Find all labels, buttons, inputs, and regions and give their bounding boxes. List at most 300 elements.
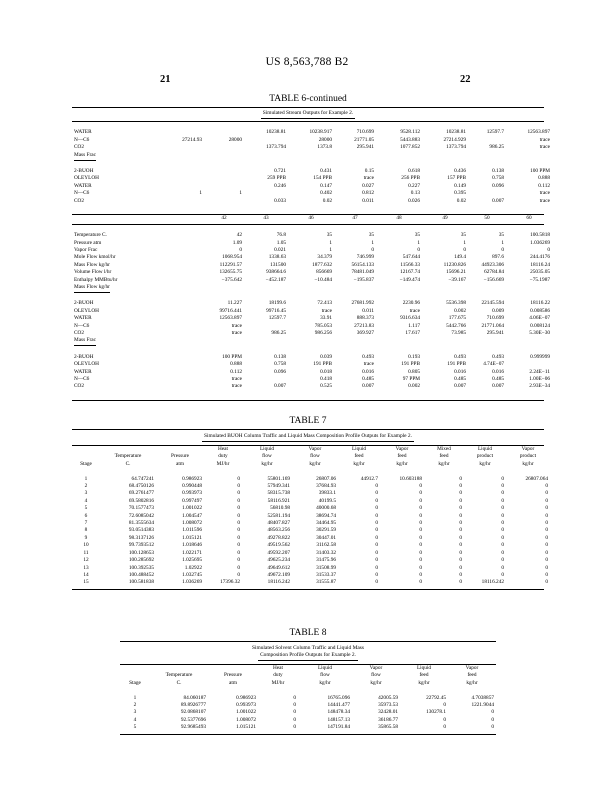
table-cell: 0 — [237, 483, 240, 490]
row-label: N—C6 — [74, 136, 90, 143]
table-cell: trace — [539, 144, 550, 151]
table-cell: 72.6085042 — [128, 512, 154, 519]
table-6-title: TABLE 6-continued — [269, 94, 347, 104]
table-cell: 0 — [501, 512, 504, 519]
table-cell: 12563.897 — [219, 315, 242, 322]
table-cell: 81.3555634 — [128, 520, 154, 527]
table-row — [72, 137, 552, 144]
spacer-row — [72, 468, 550, 475]
table-cell: 14441.477 — [327, 702, 350, 709]
table-cell: 35 — [326, 232, 332, 239]
table-cell: 0 — [545, 490, 548, 497]
table-cell: 2230.96 — [402, 300, 420, 307]
table-cell: 0.007 — [492, 383, 504, 390]
stage-number: 2 — [84, 483, 88, 490]
table-cell: 0 — [419, 512, 422, 519]
table-cell: 97 PPM — [402, 375, 420, 382]
spacer-row — [72, 391, 552, 398]
table-cell — [468, 137, 506, 144]
table-cell: −75.1987 — [529, 276, 550, 283]
table-cell: 0 — [375, 527, 378, 534]
column-header: Liquid feed kg/hr — [351, 446, 367, 467]
table-cell: 0.007 — [492, 197, 504, 204]
table-cell: 31403.32 — [316, 549, 336, 556]
table-cell: 0 — [459, 571, 462, 578]
table-cell: 369.927 — [356, 329, 374, 336]
table-cell: 0 — [375, 571, 378, 578]
table-row — [72, 323, 552, 330]
table-cell: 0 — [501, 490, 504, 497]
table-row — [72, 247, 552, 254]
table-cell — [244, 337, 288, 346]
table-cell: 0 — [545, 579, 548, 586]
row-label-text: Mass Flow kg/hr — [74, 284, 110, 293]
column-header: Stage — [129, 679, 141, 686]
table-cell: 0 — [419, 579, 422, 586]
table-row — [72, 527, 550, 534]
table-cell: 27214.929 — [443, 136, 466, 143]
table-cell: 0.011 — [362, 307, 374, 314]
stream-id: 43 — [263, 215, 269, 222]
table-cell: 785.053 — [314, 322, 332, 329]
table-cell: 0.193 — [408, 353, 420, 360]
table-cell: 25035.05 — [530, 269, 550, 276]
table-cell: 0 — [237, 505, 240, 512]
table-cell: 1.117 — [408, 322, 420, 329]
table-cell: 0 — [501, 549, 504, 556]
table-cell: 0.993973 — [182, 490, 202, 497]
table-cell — [468, 152, 506, 161]
table-7 — [72, 446, 550, 587]
table-cell: 98.3137126 — [128, 534, 154, 541]
table-cell: 49592.207 — [267, 549, 290, 556]
stage-number: 9 — [84, 534, 88, 541]
row-label: N—C6 — [74, 190, 90, 197]
column-header: Vapor feed kg/hr — [395, 446, 409, 467]
table-row — [72, 183, 552, 190]
table-cell: 35 — [460, 232, 466, 239]
table-cell: 17.617 — [405, 329, 420, 336]
table-cell — [204, 198, 244, 205]
table-cell: 0.812 — [362, 190, 374, 197]
table-cell: 35 — [368, 232, 374, 239]
table-cell: 0 — [459, 579, 462, 586]
table-cell: 710.699 — [356, 129, 374, 136]
table-cell: 0.436 — [454, 167, 466, 174]
table-row — [72, 262, 552, 269]
table-cell: 9316.634 — [400, 315, 420, 322]
table-cell: 5536.398 — [446, 300, 466, 307]
table-cell: 0 — [443, 702, 446, 709]
table-cell: 17396.32 — [220, 579, 240, 586]
table-cell — [158, 152, 204, 161]
table-cell: 28000 — [318, 136, 332, 143]
table-cell: 0 — [545, 549, 548, 556]
table-cell: 1.015121 — [236, 724, 256, 731]
table-cell: 256 PPB — [401, 175, 420, 182]
table-cell: 746.999 — [356, 254, 374, 261]
table-cell: 0 — [501, 475, 504, 482]
row-label: 2-BUOH — [74, 300, 94, 307]
table-6-block-1 — [72, 122, 552, 212]
table-cell: 191 PPB — [313, 361, 332, 368]
table-cell: 244.4176 — [530, 254, 550, 261]
table-cell: 0 — [491, 716, 494, 723]
table-8-header-row — [120, 665, 496, 687]
table-cell: 31162.58 — [316, 542, 336, 549]
table-cell: 89.8926777 — [180, 702, 206, 709]
table-cell: 1.00E−06 — [529, 375, 550, 382]
table-cell: 0 — [501, 527, 504, 534]
table-cell — [244, 152, 288, 161]
table-cell: 58315.738 — [267, 490, 290, 497]
table-cell: 0.007 — [274, 383, 286, 390]
table-cell: 1.09 — [232, 239, 242, 246]
table-row — [120, 702, 496, 709]
table-cell: 99716.45 — [266, 307, 286, 314]
table-cell: 0.021 — [274, 247, 286, 253]
table-row — [72, 315, 552, 322]
table-row — [72, 337, 552, 346]
table-cell: 1373.794 — [446, 144, 466, 151]
table-row — [120, 717, 496, 724]
table-cell: 1.001022 — [182, 505, 202, 512]
table-cell: 0 — [419, 527, 422, 534]
table-cell: 34464.95 — [316, 520, 336, 527]
stream-id: 46 — [308, 215, 314, 222]
column-header: Liquid product kg/hr — [476, 446, 494, 467]
table-cell: 0 — [463, 247, 466, 253]
table-cell: 1 — [501, 239, 504, 246]
table-row — [72, 505, 550, 512]
table-row — [72, 330, 552, 337]
table-cell: 0 — [375, 520, 378, 527]
table-cell: 157 PPB — [447, 175, 466, 182]
table-cell: 154 PPB — [313, 175, 332, 182]
column-header: Pressure atm — [224, 672, 242, 686]
table-cell — [204, 284, 244, 293]
stage-number: 5 — [133, 724, 137, 731]
table-7-header-row — [72, 446, 550, 468]
table-cell: 149.4 — [454, 254, 466, 261]
table-cell: 0 — [237, 549, 240, 556]
table-cell: 49649.612 — [267, 564, 290, 571]
table-cell: 0.096 — [492, 182, 504, 189]
table-cell: 40000.68 — [316, 505, 336, 512]
table-cell: 12597.7 — [268, 315, 286, 322]
table-cell: 1 — [371, 239, 374, 246]
spacer-row — [72, 122, 552, 129]
table-cell: 0.138 — [492, 167, 504, 174]
table-row — [72, 129, 552, 136]
table-cell: 1.004547 — [182, 512, 202, 519]
table-cell: 0.986923 — [236, 694, 256, 701]
table-cell: 0 — [545, 564, 548, 571]
table-cell: 0 — [419, 542, 422, 549]
table-cell: 0 — [237, 571, 240, 578]
table-cell: 1 — [329, 247, 332, 253]
table-row — [72, 565, 550, 572]
table-cell: 0 — [293, 694, 296, 701]
table-cell: 1373.794 — [266, 144, 286, 151]
table-cell: 0 — [375, 564, 378, 571]
table-cell: 100.285692 — [128, 557, 154, 564]
table-cell: 0 — [443, 724, 446, 731]
table-cell: 0.525 — [320, 383, 332, 390]
stage-number: 2 — [133, 702, 137, 709]
table-cell — [244, 137, 288, 144]
table-cell: 26807.064 — [525, 475, 548, 482]
table-cell: 0 — [459, 527, 462, 534]
table-cell: 1 — [417, 239, 420, 246]
table-row — [72, 277, 552, 284]
table-6-caption: Simulated Stream Outputs for Example 2. — [72, 108, 544, 119]
table-8-container — [120, 628, 496, 735]
table-cell: 0 — [419, 483, 422, 490]
table-cell: 0 — [545, 497, 548, 504]
row-label: CO2 — [74, 144, 85, 151]
table-cell: 0 — [501, 542, 504, 549]
table-cell — [468, 190, 506, 197]
table-cell: 0.13 — [410, 190, 420, 197]
table-cell: 1 — [329, 239, 332, 246]
table-cell: 295.941 — [356, 144, 374, 151]
table-cell: 28000 — [228, 136, 242, 143]
row-label: WATER — [74, 129, 92, 136]
table-cell: 18116.24 — [530, 261, 550, 268]
table-row — [120, 724, 496, 731]
table-cell: 0.016 — [492, 368, 504, 375]
row-label: WATER — [74, 368, 92, 375]
table-cell: 4.06E−07 — [529, 315, 550, 322]
table-cell: 0 — [491, 724, 494, 731]
table-cell: 0 — [419, 534, 422, 541]
row-label: Volume Flow l/hr — [74, 269, 112, 276]
table-cell: 30447.01 — [316, 534, 336, 541]
table-cell: 0.149 — [454, 182, 466, 189]
column-header: Liquid feed kg/hr — [416, 665, 432, 686]
table-cell: 0.986923 — [182, 475, 202, 482]
table-cell: trace — [231, 383, 242, 390]
table-cell: 0 — [375, 490, 378, 497]
stage-number: 3 — [84, 490, 88, 497]
stage-number: 3 — [133, 709, 137, 716]
table-cell: 0.493 — [492, 353, 504, 360]
table-cell: 64.747241 — [131, 475, 154, 482]
table-cell: trace — [231, 329, 242, 336]
table-row — [72, 152, 552, 161]
table-cell: 12563.897 — [527, 129, 550, 136]
table-cell: 10238.917 — [309, 129, 332, 136]
table-cell: 0.011 — [362, 197, 374, 204]
spacer-row — [72, 161, 552, 168]
table-cell: 0 — [293, 702, 296, 709]
row-label-text: Mass Frac — [74, 337, 96, 346]
table-cell: 10.603188 — [399, 475, 422, 482]
table-cell: 0.026 — [408, 197, 420, 204]
table-cell: 39833.1 — [318, 490, 336, 497]
table-cell: 100.392535 — [128, 564, 154, 571]
table-row — [72, 557, 550, 564]
table-cell: 0.018 — [320, 368, 332, 375]
table-8-title: TABLE 8 — [289, 628, 327, 638]
table-cell: 5443.883 — [400, 136, 420, 143]
table-cell: 44912.7 — [360, 475, 378, 482]
table-cell: 148157.13 — [327, 716, 350, 723]
table-cell: 0 — [545, 557, 548, 564]
column-header: Temperature C. — [165, 672, 193, 686]
table-row — [72, 572, 550, 579]
stage-number: 13 — [83, 564, 89, 571]
table-cell: 10238.81 — [266, 129, 286, 136]
table-cell: 84.060187 — [183, 694, 206, 701]
table-cell: 1221.9044 — [471, 702, 494, 709]
table-cell: 100 PPM — [222, 353, 242, 360]
table-cell: 0 — [239, 247, 242, 253]
table-cell: trace — [539, 136, 550, 143]
table-cell: 710.699 — [486, 315, 504, 322]
table-row — [72, 550, 550, 557]
table-cell: 130278.1 — [426, 709, 446, 716]
table-cell: 1068.954 — [222, 254, 242, 261]
table-cell — [376, 337, 422, 346]
table-cell: 0.007 — [362, 383, 374, 390]
table-cell: 0 — [293, 724, 296, 731]
spacer-row — [72, 205, 552, 212]
table-cell: 191 PPB — [401, 361, 420, 368]
table-cell: 131500 — [270, 261, 286, 268]
row-label: Mass Flow kg/hr — [74, 261, 110, 268]
table-cell — [422, 152, 468, 161]
table-cell: 0.993973 — [236, 702, 256, 709]
table-cell: −452.187 — [265, 276, 286, 283]
table-cell — [244, 284, 288, 293]
table-cell: 0.888 — [538, 175, 550, 182]
table-cell: 191 PPB — [447, 361, 466, 368]
table-cell: 147191.84 — [327, 724, 350, 731]
column-header: Heat duty MJ/hr — [216, 446, 230, 467]
table-cell: 58116.921 — [267, 497, 290, 504]
table-7-caption: Simulated BUOH Column Traffic and Liquid Mass Composition Profile Outputs for Example 2. — [72, 430, 544, 442]
table-cell: 0 — [419, 564, 422, 571]
row-label: CO2 — [74, 197, 85, 204]
table-cell — [506, 152, 552, 161]
column-header: Liquid flow kg/hr — [259, 446, 275, 467]
table-cell: −156.669 — [483, 276, 504, 283]
table-cell: trace — [539, 197, 550, 204]
table-cell: 0.138 — [274, 353, 286, 360]
table-cell — [204, 168, 244, 175]
table-cell: 0 — [419, 497, 422, 504]
table-row — [72, 369, 552, 376]
table-cell: 70.1577473 — [128, 505, 154, 512]
table-cell: 938664.6 — [266, 269, 286, 276]
table-cell — [244, 190, 288, 197]
table-cell: 100.128653 — [128, 549, 154, 556]
table-cell: 34.379 — [317, 254, 332, 261]
table-row — [72, 579, 550, 586]
table-cell: 73.985 — [451, 329, 466, 336]
table-cell: 112291.57 — [219, 261, 242, 268]
table-cell: 0 — [459, 483, 462, 490]
table-cell: 27681.992 — [351, 300, 374, 307]
table-cell: 0 — [545, 542, 548, 549]
table-cell: 0.999999 — [530, 353, 550, 360]
table-cell: 26807.06 — [316, 475, 336, 482]
table-cell — [158, 168, 204, 175]
table-cell: 0.008586 — [530, 307, 550, 314]
table-cell: 0 — [501, 247, 504, 253]
table-cell: 0.009 — [492, 307, 504, 314]
table-cell: 295.941 — [486, 329, 504, 336]
table-row — [72, 542, 550, 549]
table-cell: 5442.766 — [446, 322, 466, 329]
table-cell: 1338.63 — [268, 254, 286, 261]
table-cell — [376, 284, 422, 293]
table-cell — [158, 144, 204, 151]
table-cell — [506, 337, 552, 346]
table-cell: 177.675 — [448, 315, 466, 322]
table-cell: 52581.194 — [267, 512, 290, 519]
table-row — [72, 254, 552, 261]
table-cell: 100.581838 — [128, 579, 154, 586]
table-cell: 15696.21 — [446, 269, 466, 276]
row-label: 2-BUOH — [74, 353, 94, 360]
row-label: Vapor Frac — [74, 247, 98, 253]
column-header: Stage — [80, 460, 92, 467]
table-row — [72, 240, 552, 247]
table-cell: 132655.75 — [219, 269, 242, 276]
table-cell: 0 — [545, 483, 548, 490]
table-cell: 1077.852 — [400, 144, 420, 151]
table-cell: 897.6 — [492, 254, 504, 261]
row-label: Pressure atm — [74, 239, 102, 246]
table-cell: 0 — [293, 709, 296, 716]
table-cell: 0 — [419, 490, 422, 497]
spacer-row — [120, 687, 496, 694]
table-row — [72, 190, 552, 197]
table-row — [72, 490, 550, 497]
table-cell: 18116.242 — [481, 579, 504, 586]
table-cell: 0.096 — [274, 368, 286, 375]
table-cell: 31475.96 — [316, 557, 336, 564]
table-cell: 0 — [459, 542, 462, 549]
table-cell: 1.032745 — [182, 571, 202, 578]
table-row — [72, 483, 550, 490]
stage-number: 10 — [83, 542, 89, 549]
column-header: Vapor product kg/hr — [519, 446, 537, 467]
column-header: Vapor flow kg/hr — [369, 665, 383, 686]
table-cell: trace — [539, 190, 550, 197]
spacer-row — [72, 225, 552, 232]
table-cell — [334, 284, 376, 293]
table-cell: −149.474 — [399, 276, 420, 283]
row-label: CO2 — [74, 329, 85, 336]
table-cell — [244, 376, 288, 383]
table-cell: 0 — [419, 505, 422, 512]
table-cell: 31508.99 — [316, 564, 336, 571]
table-row — [72, 498, 550, 505]
table-7-container — [72, 416, 548, 590]
table-cell: 0 — [375, 557, 378, 564]
table-cell: 0 — [419, 571, 422, 578]
table-cell: 0 — [459, 557, 462, 564]
table-cell: 0 — [419, 549, 422, 556]
table-cell: 0 — [545, 512, 548, 519]
row-label: CO2 — [74, 383, 85, 390]
table-cell — [288, 284, 334, 293]
table-cell: 0 — [459, 475, 462, 482]
